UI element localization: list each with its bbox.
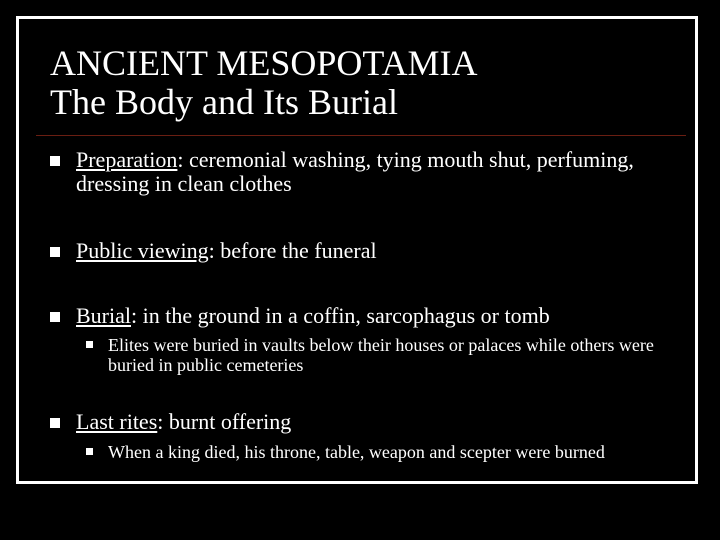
bullet-text [76, 239, 670, 263]
bullet-text [76, 304, 670, 328]
bullet-description: : in the ground in a coffin, sarcophagus or tomb [131, 303, 550, 328]
title-line-2: The Body and Its Burial [50, 82, 398, 122]
slide-title [50, 44, 477, 122]
bullet-term: Last rites [76, 409, 158, 434]
square-bullet-icon [50, 418, 60, 428]
bullet-term: Preparation [76, 147, 178, 172]
bullet-item-last-rites [50, 410, 670, 434]
bullet-description: : ceremonial washing, tying mouth shut, perfuming, dressing in clean clothes [76, 147, 634, 196]
square-bullet-icon [86, 341, 93, 348]
square-bullet-icon [50, 247, 60, 257]
square-bullet-icon [86, 448, 93, 455]
sub-bullet-item-elites [86, 335, 686, 375]
sub-bullet-text: Elites were buried in vaults below their houses or palaces while others were buried in public cemeteries [108, 335, 654, 375]
bullet-item-preparation [50, 148, 670, 196]
bullet-description: : burnt offering [157, 409, 292, 434]
title-line-1: ANCIENT MESOPOTAMIA [50, 43, 478, 83]
bullet-text [76, 148, 670, 196]
bullet-text [76, 410, 670, 434]
bullet-item-burial [50, 304, 670, 328]
square-bullet-icon [50, 312, 60, 322]
sub-bullet-item-king [86, 442, 686, 462]
bullet-term: Public viewing [76, 238, 209, 263]
bullet-description: : before the funeral [208, 238, 377, 263]
bullet-term: Burial [76, 303, 131, 328]
bullet-item-public-viewing [50, 239, 670, 263]
sub-bullet-text: When a king died, his throne, table, weapon and scepter were burned [108, 442, 605, 462]
title-divider [36, 135, 686, 136]
square-bullet-icon [50, 156, 60, 166]
